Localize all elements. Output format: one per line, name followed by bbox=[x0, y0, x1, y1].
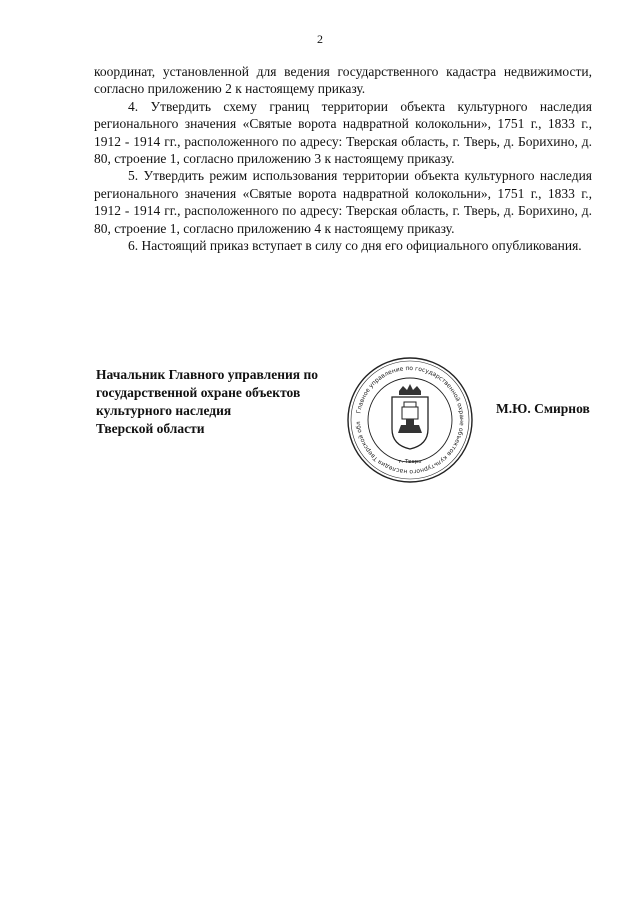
signer-title-block bbox=[96, 366, 356, 438]
coat-of-arms-icon bbox=[392, 384, 428, 449]
signer-title-line: государственной охране объектов bbox=[96, 385, 301, 400]
signer-name: М.Ю. Смирнов bbox=[496, 401, 590, 416]
seal-city-text: г. Тверь bbox=[398, 459, 422, 465]
signer-title-line: культурного наследия bbox=[96, 403, 232, 418]
paragraph-item-4: 4. Утвердить схему границ территории объекта культурного наследия регионального значения «Святые ворота надвратной колокольни», 1751 г., 1833 г., 1912 - 1914 гг., расположенного по адресу: Тверская область, г. Тверь, д. Борихино, д. 80, строение 1, согласно приложению 3 к настоящему приказу. bbox=[94, 98, 592, 167]
signer-title-line: Начальник Главного управления по bbox=[96, 367, 318, 382]
seal-ring-text: Главное управление по государственной охране объектов культурного наследия Тверской обл bbox=[354, 364, 466, 476]
paragraph-item-6: 6. Настоящий приказ вступает в силу со дня его официального опубликования. bbox=[128, 238, 582, 254]
official-seal bbox=[345, 355, 475, 485]
signer-title-line: Тверской области bbox=[96, 421, 205, 436]
document-body bbox=[94, 63, 592, 254]
paragraph-continuation: координат, установленной для ведения государственного кадастра недвижимости, согласно приложению 2 к настоящему приказу. bbox=[94, 64, 592, 97]
paragraph-item-5: 5. Утвердить режим использования территории объекта культурного наследия регионального значения «Святые ворота надвратной колокольни», 1751 г., 1833 г., 1912 - 1914 гг., расположенного по адресу: Тверская область, г. Тверь, д. Борихино, д. 80, строение 1, согласно приложению 4 к настоящему приказу. bbox=[94, 168, 592, 236]
page-number: 2 bbox=[317, 32, 323, 46]
